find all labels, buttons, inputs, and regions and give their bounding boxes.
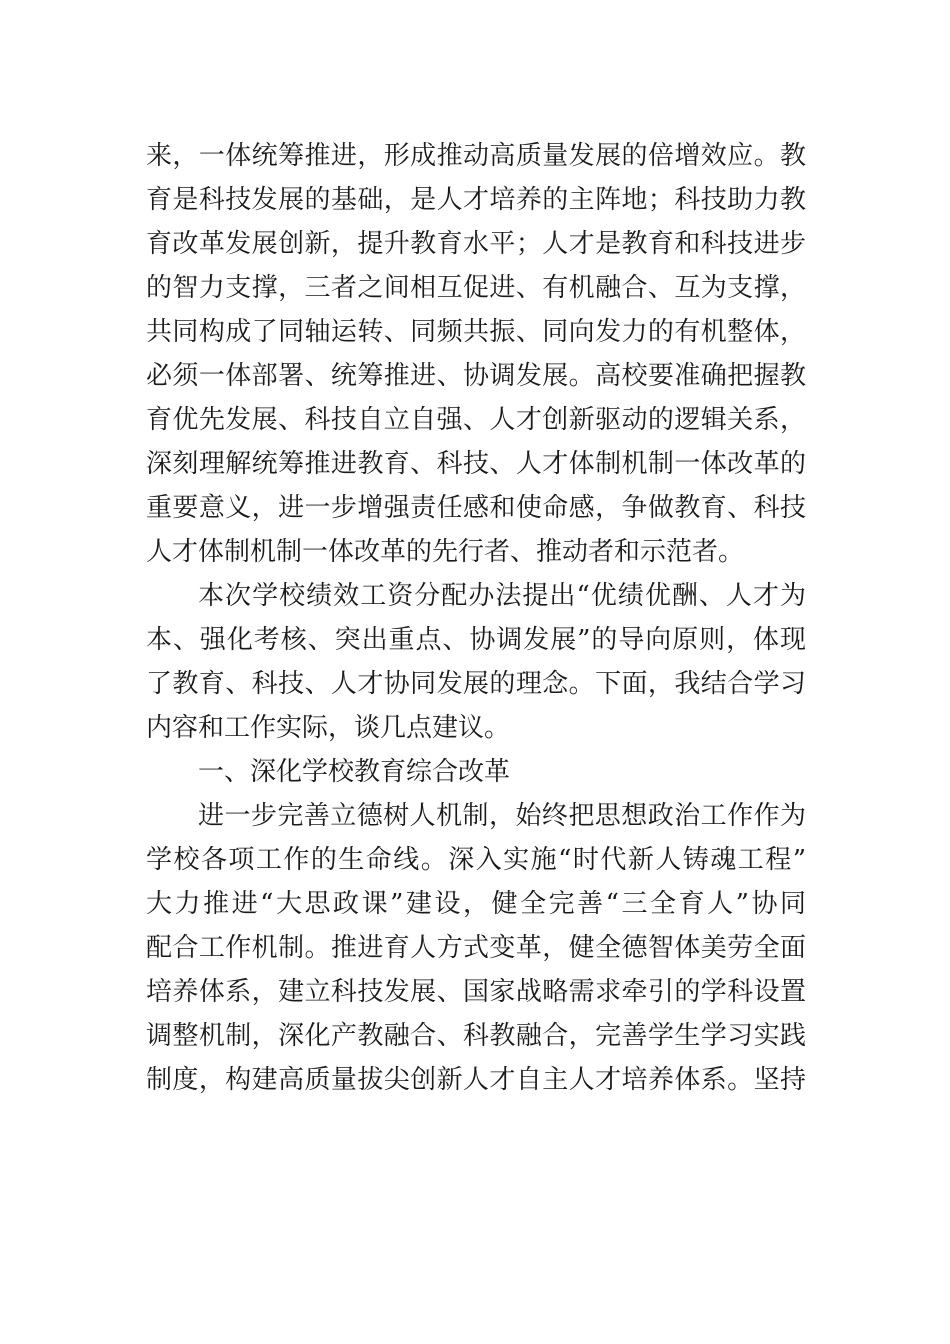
text-line: 培养体系，建立科技发展、国家战略需求牵引的学科设置 [146,977,806,1007]
text-line: 育优先发展、科技自立自强、人才创新驱动的逻辑关系， [146,405,806,435]
text-line: 配合工作机制。推进育人方式变革，健全德智体美劳全面 [146,933,806,963]
text-line: 学校各项工作的生命线。深入实施“时代新人铸魂工程” [146,845,806,875]
text-line: 共同构成了同轴运转、同频共振、同向发力的有机整体， [146,317,806,347]
text-line: 的智力支撑，三者之间相互促进、有机融合、互为支撑， [146,273,806,303]
text-line: 本、强化考核、突出重点、协调发展”的导向原则，体现 [146,625,806,655]
text-line: 重要意义，进一步增强责任感和使命感，争做教育、科技 [146,493,806,523]
section-heading: 一、深化学校教育综合改革 [198,757,511,787]
text-line: 调整机制，深化产教融合、科教融合，完善学生学习实践 [146,1021,806,1051]
text-line: 必须一体部署、统筹推进、协调发展。高校要准确把握教 [146,361,806,391]
text-line: 制度，构建高质量拔尖创新人才自主人才培养体系。坚持 [146,1065,806,1095]
text-line: 大力推进“大思政课”建设，健全完善“三全育人”协同 [146,889,806,919]
text-line: 人才体制机制一体改革的先行者、推动者和示范者。 [146,537,745,567]
text-line: 育是科技发展的基础，是人才培养的主阵地；科技助力教 [146,185,806,215]
text-line: 来，一体统筹推进，形成推动高质量发展的倍增效应。教 [146,141,806,171]
text-line: 进一步完善立德树人机制，始终把思想政治工作作为 [198,801,806,831]
text-line: 本次学校绩效工资分配办法提出“优绩优酬、人才为 [198,581,806,611]
text-line: 育改革发展创新，提升教育水平；人才是教育和科技进步 [146,229,806,259]
text-line: 内容和工作实际，谈几点建议。 [146,713,511,743]
text-line: 了教育、科技、人才协同发展的理念。下面，我结合学习 [146,669,806,699]
text-line: 深刻理解统筹推进教育、科技、人才体制机制一体改革的 [146,449,806,479]
